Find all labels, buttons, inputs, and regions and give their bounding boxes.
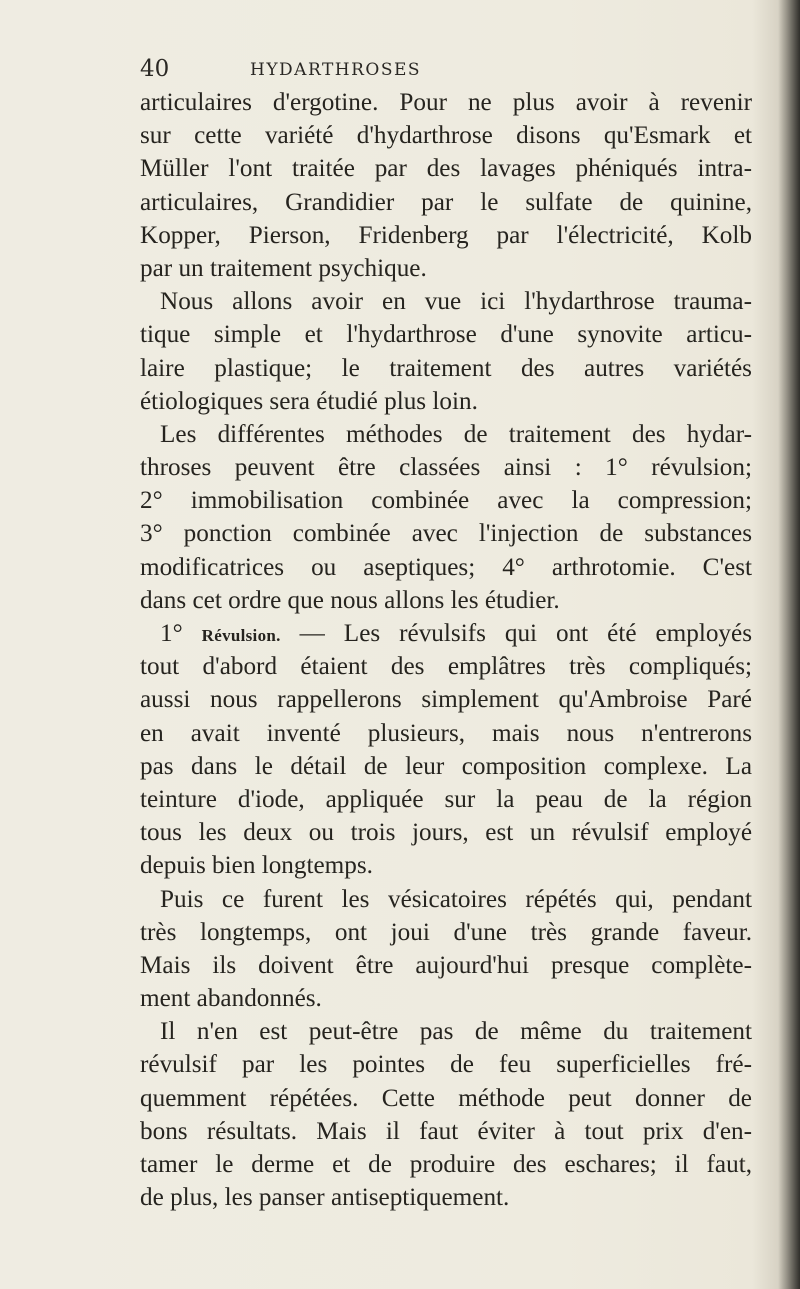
text-line: Il n'en est peut-être pas de même du traitement [160,1018,752,1046]
text-line: étiologiques sera étudié plus loin. [140,387,478,415]
text-line: Les différentes méthodes de traitement des hydar- [160,420,752,448]
text-line: Mais ils doivent être aujourd'hui presque complète- [140,951,752,979]
text-line: teinture d'iode, appliquée sur la peau de la région [140,785,752,813]
text-line: aussi nous rappellerons simplement qu'Ambroise Paré [140,686,752,714]
text-line: de plus, les panser antiseptiquement. [140,1184,510,1212]
text-line-fragment: — Les révulsifs qui ont été employés [299,620,753,647]
page-edge-shadow [778,0,800,1289]
text-line: tique simple et l'hydarthrose d'une synovite articu- [140,321,752,349]
text-line: throses peuvent être classées ainsi : 1° révulsion; [140,454,752,482]
text-line: ment abandonnés. [140,985,322,1013]
section-heading-line [140,617,752,650]
page-header [140,50,752,90]
text-line: Kopper, Pierson, Fridenberg par l'électricité, Kolb [140,221,752,249]
text-line: en avait inventé plusieurs, mais nous n'entrerons [140,719,752,747]
text-line: tous les deux ou trois jours, est un révulsif employé [140,819,752,847]
text-line: Nous allons avoir en vue ici l'hydarthrose trauma- [160,288,752,316]
text-line: sur cette variété d'hydarthrose disons qu'Esmark et [140,122,752,150]
text-line: tamer le derme et de produire des eschares; il faut, [140,1151,752,1178]
section-heading-number: 1° [160,620,183,647]
text-line: dans cet ordre que nous allons les étudier. [140,586,560,614]
text-line: Puis ce furent les vésicatoires répétés qui, pendant [160,885,752,913]
text-line: modificatrices ou aseptiques; 4° arthrotomie. C'est [140,553,752,581]
body-text [140,86,752,1214]
text-line: révulsif par les pointes de feu superficielles fré- [140,1051,752,1079]
text-line: quemment répétées. Cette méthode peut donner de [140,1084,752,1112]
text-line: très longtemps, ont joui d'une très grande faveur. [140,918,752,946]
text-line: Müller l'ont traitée par des lavages phéniqués intra- [140,155,752,183]
text-line: bons résultats. Mais il faut éviter à tout prix d'en- [140,1117,752,1145]
text-line: tout d'abord étaient des emplâtres très compliqués; [140,653,752,681]
text-line: pas dans le détail de leur composition complexe. La [140,752,752,780]
running-title: HYDARTHROSES [250,60,422,80]
text-line: par un traitement psychique. [140,254,427,282]
text-line: laire plastique; le traitement des autres variétés [140,354,752,382]
text-line: articulaires d'ergotine. Pour ne plus avoir à revenir [140,89,752,116]
text-line: depuis bien longtemps. [140,852,373,880]
page-number: 40 [140,56,170,82]
section-heading-title: Révulsion. [201,626,281,645]
text-line: articulaires, Grandidier par le sulfate de quinine, [140,188,752,216]
text-line: 2° immobilisation combinée avec la compression; [140,487,752,515]
text-line: 3° ponction combinée avec l'injection de substances [140,520,752,548]
